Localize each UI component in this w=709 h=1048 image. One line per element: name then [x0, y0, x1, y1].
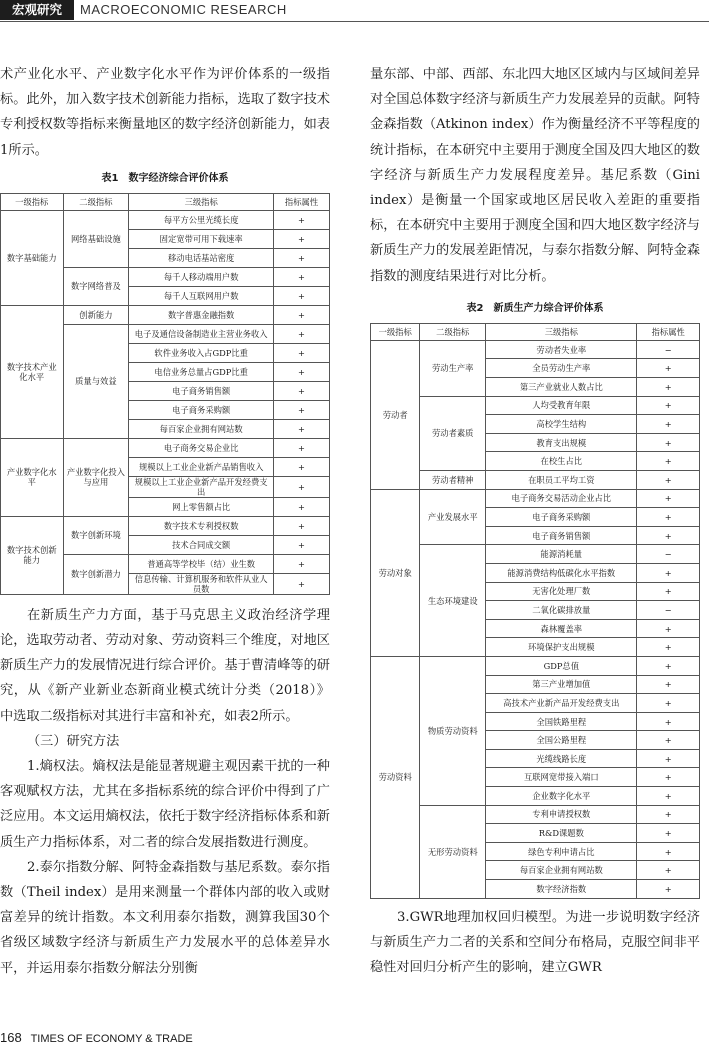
- attribute-cell: +: [637, 526, 700, 545]
- level3-cell: 电子商务销售额: [486, 526, 637, 545]
- attribute-cell: +: [274, 210, 330, 229]
- level3-cell: 电子商务销售额: [129, 381, 274, 400]
- attribute-cell: +: [274, 343, 330, 362]
- page-number: 168: [0, 1030, 22, 1045]
- table-row: [371, 470, 700, 489]
- level3-cell: 教育支出规模: [486, 433, 637, 452]
- level3-cell: 全国公路里程: [486, 731, 637, 750]
- level3-cell: 规模以上工业企业新产品销售收入: [129, 457, 274, 476]
- attribute-cell: +: [274, 229, 330, 248]
- paragraph: 在新质生产力方面，基于马克思主义政治经济学理论，选取劳动者、劳动对象、劳动资料三个维度，对地区新质生产力的发展情况进行综合评价。基于曹清峰等的研究，从《新产业新业态新商业模式统计分类（2018）》中选取二级指标对其进行丰富和补充，如表2所示。: [0, 607, 330, 724]
- level2-cell: 创新能力: [63, 305, 129, 324]
- level3-cell: 人均受教育年限: [486, 396, 637, 415]
- level3-cell: 在职员工平均工资: [486, 470, 637, 489]
- table-row: [371, 489, 700, 508]
- attribute-cell: +: [637, 638, 700, 657]
- level3-cell: 劳动者失业率: [486, 340, 637, 359]
- level3-cell: GDP总值: [486, 656, 637, 675]
- table-row: [1, 305, 330, 324]
- level3-cell: 第三产业就业人数占比: [486, 378, 637, 397]
- attribute-cell: +: [637, 582, 700, 601]
- level3-cell: 电子商务采购额: [129, 400, 274, 419]
- level3-cell: 每千人互联网用户数: [129, 286, 274, 305]
- attribute-cell: +: [274, 419, 330, 438]
- level3-cell: 网上零售额占比: [129, 497, 274, 516]
- section-brand-cn: 宏观研究: [0, 0, 74, 20]
- attribute-cell: +: [637, 508, 700, 527]
- section-brand-en: MACROECONOMIC RESEARCH: [80, 2, 287, 17]
- level3-cell: 无害化处理厂数: [486, 582, 637, 601]
- level1-cell: 劳动者: [371, 340, 420, 489]
- level2-cell: 数字创新环境: [63, 516, 129, 554]
- attribute-cell: +: [637, 787, 700, 806]
- level3-cell: 电子商务交易活动企业占比: [486, 489, 637, 508]
- attribute-cell: +: [637, 378, 700, 397]
- table2-caption: 表2 新质生产力综合评价体系: [466, 302, 604, 314]
- attribute-cell: +: [637, 452, 700, 471]
- attribute-cell: +: [274, 457, 330, 476]
- level2-cell: 产业数字化投入与应用: [63, 438, 129, 516]
- level3-cell: 高校学生结构: [486, 415, 637, 434]
- level3-cell: 电信业务总量占GDP比重: [129, 362, 274, 381]
- level3-cell: 互联网宽带接入端口: [486, 768, 637, 787]
- level3-cell: R&D课题数: [486, 824, 637, 843]
- level3-cell: 每千人移动端用户数: [129, 267, 274, 286]
- attribute-cell: +: [274, 438, 330, 457]
- attribute-cell: +: [637, 805, 700, 824]
- attribute-cell: +: [274, 248, 330, 267]
- level3-cell: 信息传输、计算机服务和软件从业人员数: [129, 573, 274, 594]
- table-header-cell: 二级指标: [420, 323, 486, 340]
- attribute-cell: +: [274, 286, 330, 305]
- table-row: [371, 396, 700, 415]
- level1-cell: 数字技术产业化水平: [1, 305, 64, 438]
- attribute-cell: +: [637, 415, 700, 434]
- level3-cell: 电子商务采购额: [486, 508, 637, 527]
- level2-cell: 质量与效益: [63, 324, 129, 438]
- level2-cell: 无形劳动资料: [420, 805, 486, 898]
- attribute-cell: −: [637, 340, 700, 359]
- attribute-cell: +: [274, 305, 330, 324]
- attribute-cell: −: [637, 545, 700, 564]
- level2-cell: 网络基础设施: [63, 210, 129, 267]
- page-footer: [0, 1030, 193, 1045]
- paragraph: 术产业化水平、产业数字化水平作为评价体系的一级指标。此外，加入数字技术创新能力指标，选取了数字技术专利授权数等指标来衡量地区的数字经济创新能力，如表1所示。: [0, 67, 330, 158]
- level2-cell: 产业发展水平: [420, 489, 486, 545]
- attribute-cell: +: [637, 563, 700, 582]
- level1-cell: 产业数字化水平: [1, 438, 64, 516]
- level3-cell: 每百家企业拥有网站数: [129, 419, 274, 438]
- attribute-cell: +: [637, 433, 700, 452]
- table1-caption: 表1 数字经济综合评价体系: [101, 172, 229, 184]
- table-header-cell: 二级指标: [63, 193, 129, 210]
- level2-cell: 劳动者精神: [420, 470, 486, 489]
- table1: [0, 193, 330, 595]
- attribute-cell: +: [637, 489, 700, 508]
- level3-cell: 全员劳动生产率: [486, 359, 637, 378]
- table-header-cell: 指标属性: [274, 193, 330, 210]
- attribute-cell: +: [637, 675, 700, 694]
- attribute-cell: +: [637, 824, 700, 843]
- attribute-cell: +: [637, 749, 700, 768]
- attribute-cell: +: [637, 842, 700, 861]
- attribute-cell: +: [274, 267, 330, 286]
- table-row: [371, 656, 700, 675]
- level3-cell: 数字技术专利授权数: [129, 516, 274, 535]
- attribute-cell: +: [274, 381, 330, 400]
- level2-cell: 劳动生产率: [420, 340, 486, 396]
- journal-name: TIMES OF ECONOMY & TRADE: [30, 1033, 193, 1045]
- level3-cell: 环境保护支出规模: [486, 638, 637, 657]
- attribute-cell: +: [637, 712, 700, 731]
- level3-cell: 企业数字化水平: [486, 787, 637, 806]
- attribute-cell: +: [637, 396, 700, 415]
- table-row: [371, 340, 700, 359]
- attribute-cell: +: [274, 476, 330, 497]
- table-header-cell: 一级指标: [371, 323, 420, 340]
- table-row: [1, 438, 330, 457]
- level3-cell: 绿色专利申请占比: [486, 842, 637, 861]
- attribute-cell: +: [274, 554, 330, 573]
- level3-cell: 技术合同成交额: [129, 535, 274, 554]
- level2-cell: 数字创新潜力: [63, 554, 129, 594]
- table-header-cell: 三级指标: [486, 323, 637, 340]
- level2-cell: 生态环境建设: [420, 545, 486, 657]
- level3-cell: 森林覆盖率: [486, 619, 637, 638]
- paragraph: 2.泰尔指数分解、阿特金森指数与基尼系数。泰尔指数（Theil index）是用来测量一个群体内部的收入或财富差异的统计指数。本文利用泰尔指数，测算我国30个省级区域数字经济与新质生产力发展水平的总体差异水平，并运用泰尔指数分解法分别衡: [0, 859, 330, 976]
- level2-cell: 物质劳动资料: [420, 656, 486, 805]
- level1-cell: 数字技术创新能力: [1, 516, 64, 594]
- level3-cell: 能源消耗量: [486, 545, 637, 564]
- attribute-cell: +: [637, 359, 700, 378]
- attribute-cell: +: [274, 362, 330, 381]
- attribute-cell: +: [637, 656, 700, 675]
- table-header-cell: 一级指标: [1, 193, 64, 210]
- level3-cell: 光缆线路长度: [486, 749, 637, 768]
- paragraph: 量东部、中部、西部、东北四大地区区域内与区域间差异对全国总体数字经济与新质生产力发展差异的贡献。阿特金森指数（Atkinon index）作为衡量经济不平等程度的统计指标，在本研究中主要用于测度全国及四大地区的数字经济与新质生产力发展程度差异。基尼系数（Gini index）是衡量一个国家或地区居民收入差距的重要指标，在本研究中主要用于测度全国和四大地区数字经济与新质生产力的发展差距情况，与泰尔指数分解、阿特金森指数的测度结果进行对比分析。: [370, 67, 700, 284]
- level3-cell: 数字经济指数: [486, 880, 637, 899]
- level3-cell: 移动电话基站密度: [129, 248, 274, 267]
- level1-cell: 劳动对象: [371, 489, 420, 656]
- left-column: [0, 62, 330, 981]
- level3-cell: 在校生占比: [486, 452, 637, 471]
- section-heading: （三）研究方法: [27, 733, 120, 749]
- paragraph: 3.GWR地理加权回归模型。为进一步说明数字经济与新质生产力二者的关系和空间分布格局，克服空间非平稳性对回归分析产生的影响，建立GWR: [370, 909, 700, 976]
- attribute-cell: +: [637, 731, 700, 750]
- level3-cell: 二氧化碳排放量: [486, 601, 637, 620]
- attribute-cell: +: [637, 768, 700, 787]
- attribute-cell: +: [637, 880, 700, 899]
- level3-cell: 专利申请授权数: [486, 805, 637, 824]
- level3-cell: 固定宽带可用下载速率: [129, 229, 274, 248]
- attribute-cell: +: [274, 400, 330, 419]
- level3-cell: 每百家企业拥有网站数: [486, 861, 637, 880]
- attribute-cell: +: [637, 619, 700, 638]
- attribute-cell: +: [637, 861, 700, 880]
- level3-cell: 全国铁路里程: [486, 712, 637, 731]
- attribute-cell: +: [637, 694, 700, 713]
- level2-cell: 劳动者素质: [420, 396, 486, 470]
- attribute-cell: +: [637, 470, 700, 489]
- level3-cell: 能源消费结构低碳化水平指数: [486, 563, 637, 582]
- paragraph: 1.熵权法。熵权法是能显著规避主观因素干扰的一种客观赋权方法，尤其在多指标系统的综合评价中得到了广泛应用。本文运用熵权法，依托于数字经济指标体系和新质生产力指标体系，对二者的综合发展指数进行测度。: [0, 759, 330, 850]
- attribute-cell: −: [637, 601, 700, 620]
- level3-cell: 电子商务交易企业比: [129, 438, 274, 457]
- attribute-cell: +: [274, 324, 330, 343]
- table-header-cell: 指标属性: [637, 323, 700, 340]
- attribute-cell: +: [274, 516, 330, 535]
- level3-cell: 软件业务收入占GDP比重: [129, 343, 274, 362]
- table-header-cell: 三级指标: [129, 193, 274, 210]
- table-row: [1, 210, 330, 229]
- table-row: [1, 516, 330, 535]
- page-header: [0, 0, 709, 20]
- level3-cell: 第三产业增加值: [486, 675, 637, 694]
- right-column: [370, 62, 700, 980]
- level3-cell: 规模以上工业企业新产品开发经费支出: [129, 476, 274, 497]
- level3-cell: 高技术产业新产品开发经费支出: [486, 694, 637, 713]
- header-rule: [0, 21, 709, 22]
- attribute-cell: +: [274, 535, 330, 554]
- table-row: [371, 805, 700, 824]
- level2-cell: 数字网络普及: [63, 267, 129, 305]
- level3-cell: 普通高等学校毕（结）业生数: [129, 554, 274, 573]
- level3-cell: 电子及通信设备制造业主营业务收入: [129, 324, 274, 343]
- level3-cell: 每平方公里光缆长度: [129, 210, 274, 229]
- level3-cell: 数字普惠金融指数: [129, 305, 274, 324]
- level1-cell: 数字基础能力: [1, 210, 64, 305]
- attribute-cell: +: [274, 497, 330, 516]
- attribute-cell: +: [274, 573, 330, 594]
- level1-cell: 劳动资料: [371, 656, 420, 898]
- table2: [370, 323, 700, 899]
- table-row: [371, 545, 700, 564]
